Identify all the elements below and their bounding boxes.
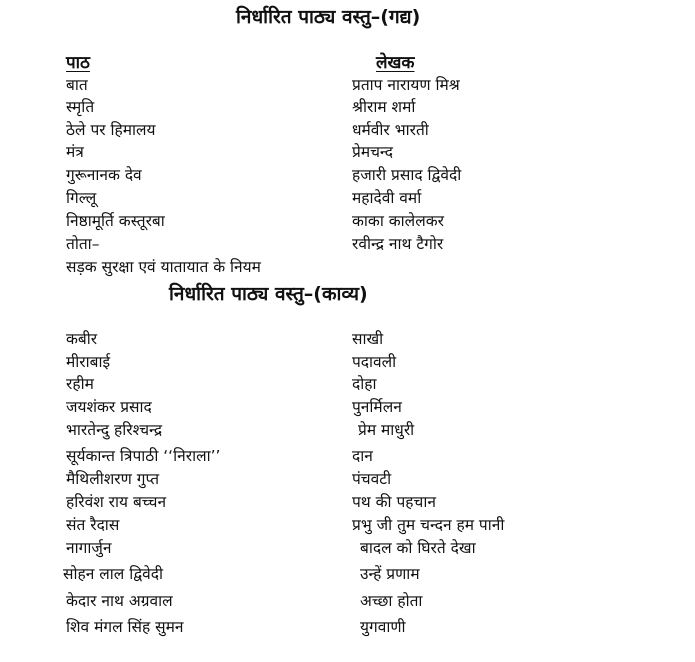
work-cell: पुनर्मिलन xyxy=(352,398,402,416)
poet-cell: हरिवंश राय बच्चन xyxy=(66,493,167,511)
lesson-cell: सड़क सुरक्षा एवं यातायात के नियम xyxy=(66,258,261,276)
lesson-cell: गिल्लू xyxy=(66,189,97,207)
author-cell: रवीन्द्र नाथ टैगोर xyxy=(352,235,444,253)
lesson-cell: ठेले पर हिमालय xyxy=(66,121,156,139)
author-cell: धर्मवीर भारती xyxy=(352,121,429,139)
lesson-cell: गुरूनानक देव xyxy=(66,166,142,184)
poet-cell: केदार नाथ अग्रवाल xyxy=(66,592,173,610)
work-cell: पंचवटी xyxy=(352,470,392,488)
lesson-cell: बात xyxy=(66,76,88,94)
work-cell: प्रेम माधुरी xyxy=(358,421,415,439)
poet-cell: जयशंकर प्रसाद xyxy=(66,398,152,416)
author-cell: महादेवी वर्मा xyxy=(352,189,422,207)
poet-cell: मैथिलीशरण गुप्त xyxy=(66,470,160,488)
poet-cell: भारतेन्दु हरिश्चन्द्र xyxy=(66,421,163,439)
lesson-cell: मंत्र xyxy=(66,143,84,161)
author-cell: काका कालेलकर xyxy=(352,212,444,230)
poetry-section-title: निर्धारित पाठ्य वस्तु–(काव्य) xyxy=(169,283,368,305)
poet-cell: रहीम xyxy=(66,375,94,393)
lesson-cell: स्मृति xyxy=(66,98,95,116)
work-cell: उन्हें प्रणाम xyxy=(360,565,420,583)
work-cell: साखी xyxy=(352,330,384,348)
work-cell: बादल को घिरते देखा xyxy=(360,539,476,557)
lesson-column-header: पाठ xyxy=(66,53,90,73)
work-cell: अच्छा होता xyxy=(360,592,423,610)
poet-cell: नागार्जुन xyxy=(66,539,112,557)
prose-section-title: निर्धारित पाठ्य वस्तु–(गद्य) xyxy=(236,6,421,28)
author-cell: प्रताप नारायण मिश्र xyxy=(352,76,460,94)
poet-cell: शिव मंगल सिंह सुमन xyxy=(66,618,184,636)
work-cell: दोहा xyxy=(352,375,377,393)
work-cell: पदावली xyxy=(352,353,397,371)
lesson-cell: निष्ठामूर्ति कस्तूरबा xyxy=(66,212,165,230)
author-cell: हजारी प्रसाद द्विवेदी xyxy=(352,166,462,184)
lesson-cell: तोता– xyxy=(66,235,100,253)
author-cell: श्रीराम शर्मा xyxy=(352,98,416,116)
work-cell: युगवाणी xyxy=(360,618,406,636)
author-cell: प्रेमचन्द xyxy=(352,143,393,161)
work-cell: दान xyxy=(352,447,373,465)
poet-cell: सोहन लाल द्विवेदी xyxy=(63,565,164,583)
poet-cell: कबीर xyxy=(66,330,98,348)
work-cell: पथ की पहचान xyxy=(352,493,436,511)
poet-cell: संत रैदास xyxy=(66,516,120,534)
author-column-header: लेखक xyxy=(376,53,415,73)
poet-cell: मीराबाई xyxy=(66,353,111,371)
work-cell: प्रभु जी तुम चन्दन हम पानी xyxy=(352,516,505,534)
poet-cell: सूर्यकान्त त्रिपाठी ‘‘निराला’’ xyxy=(66,447,221,465)
